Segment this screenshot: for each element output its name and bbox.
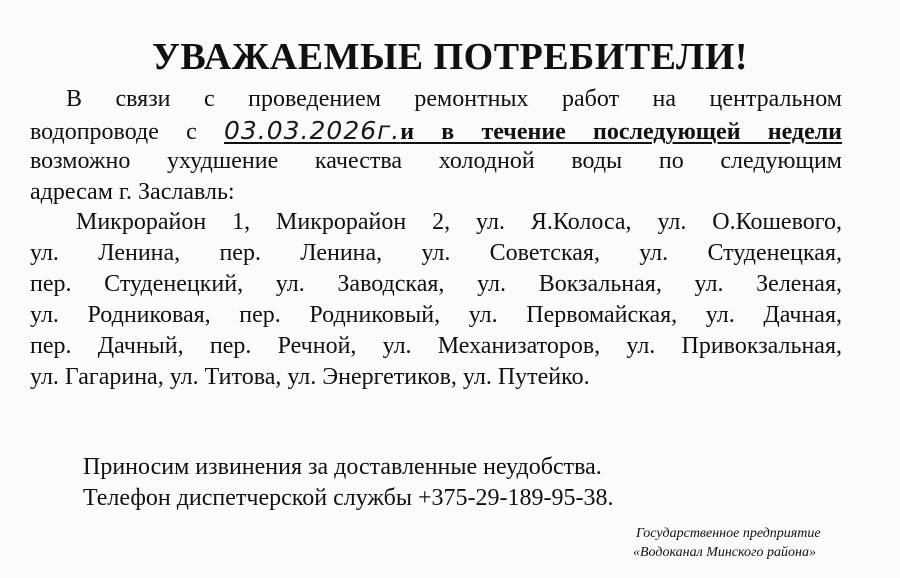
phone-text: Телефон диспетчерской службы +375-29-189-95-38. bbox=[83, 485, 614, 511]
signature-line-2: «Водоканал Минского района» bbox=[633, 545, 816, 560]
address-line-1: Микрорайон 1, Микрорайон 2, ул. Я.Колоса, ул. О.Кошевого, bbox=[76, 209, 842, 235]
address-line-3: пер. Студенецкий, ул. Заводская, ул. Вокзальная, ул. Зеленая, bbox=[30, 271, 842, 297]
apology-text: Приносим извинения за доставленные неудобства. bbox=[83, 454, 602, 480]
address-line-2: ул. Ленина, пер. Ленина, ул. Советская, ул. Студенецкая, bbox=[30, 240, 842, 266]
conjunction: и bbox=[400, 119, 415, 145]
address-line-6: ул. Гагарина, ул. Титова, ул. Энергетиков, ул. Путейко. bbox=[30, 364, 590, 390]
intro-text-2: водопроводе с bbox=[30, 119, 197, 145]
intro-line-4: адресам г. Заславль: bbox=[30, 179, 235, 205]
address-line-4: ул. Родниковая, пер. Родниковый, ул. Первомайская, ул. Дачная, bbox=[30, 302, 842, 328]
intro-line-3: возможно ухудшение качества холодной воды по следующим bbox=[30, 148, 842, 174]
notice-title: УВАЖАЕМЫЕ ПОТРЕБИТЕЛИ! bbox=[151, 36, 749, 78]
intro-line-1 bbox=[30, 84, 842, 115]
intro-line-2 bbox=[30, 115, 842, 148]
signature-line-1: Государственное предприятие bbox=[636, 526, 821, 541]
address-line-5: пер. Дачный, пер. Речной, ул. Механизаторов, ул. Привокзальная, bbox=[30, 333, 842, 359]
intro-text-1: В связи с проведением ремонтных работ на центральном bbox=[66, 86, 842, 112]
handwritten-date: 03.03.2026г. bbox=[223, 116, 401, 145]
duration-phrase: в течение последующей недели bbox=[441, 119, 843, 145]
underlined-period bbox=[223, 116, 843, 145]
